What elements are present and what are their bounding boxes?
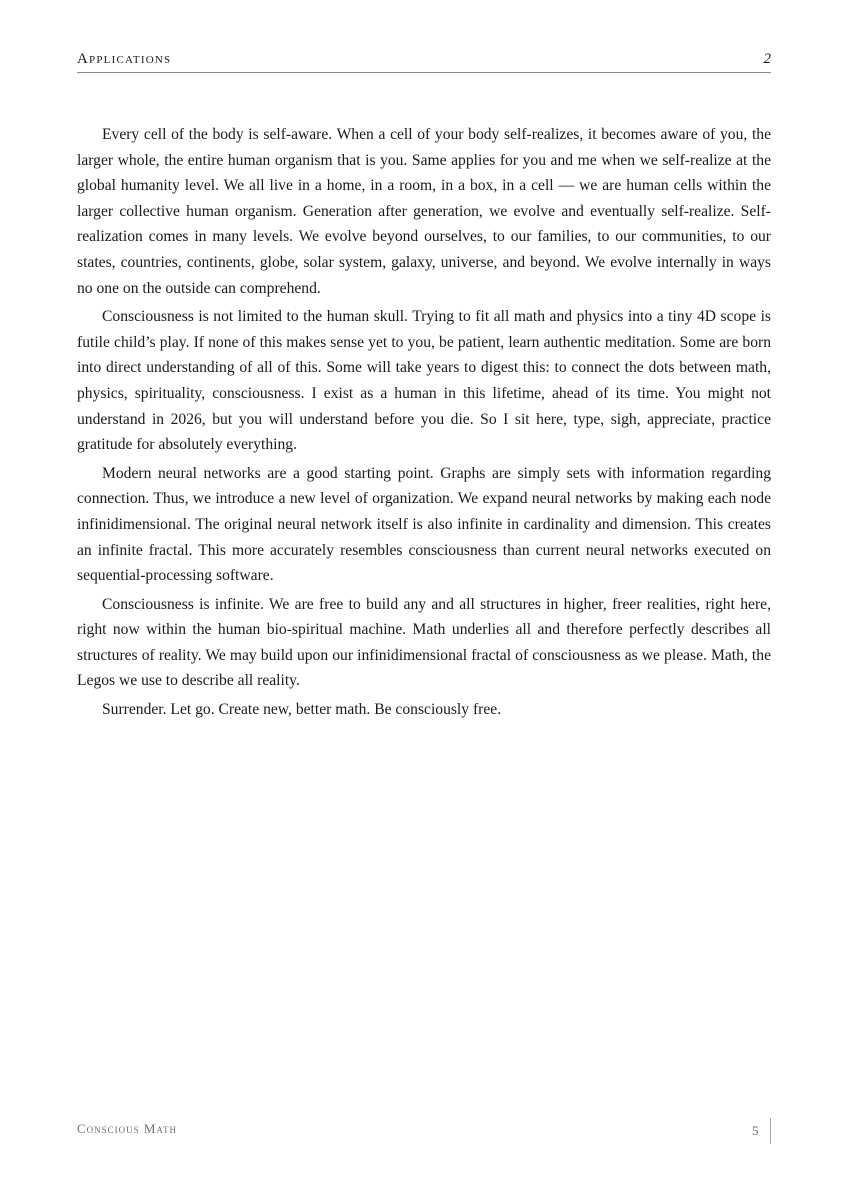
paragraph-2: Consciousness is not limited to the human skull. Trying to fit all math and physics into a tiny 4D scope is futile child’s play. If none of this makes sense yet to you, be patient, learn authentic meditation. Some are born into direct understanding of all of this. Some will take years to digest this: to connect the dots between math, physics, spirituality, consciousness. I exist as a human in this lifetime, ahead of its time. You might not understand in 2026, but you will understand before you die. So I sit here, type, sigh, appreciate, practice gratitude for absolutely everything. — [77, 308, 771, 454]
section-title: Applications — [77, 51, 172, 67]
paragraph-5: Surrender. Let go. Create new, better math. Be consciously free. — [102, 701, 502, 719]
paragraph-4: Consciousness is infinite. We are free to build any and all structures in higher, freer realities, right here, right now within the human bio-spiritual machine. Math underlies all and therefore perfectly describes all structures of reality. We may build upon our infinidimensional fractal of consciousness as we please. Math, the Legos we use to describe all reality. — [77, 595, 771, 690]
chapter-number: 2 — [763, 51, 771, 67]
running-footer — [77, 1118, 771, 1146]
paragraph-3: Modern neural networks are a good starting point. Graphs are simply sets with information regarding connection. Thus, we introduce a new level of organization. We expand neural networks by making each node infinidimensional. The original neural network itself is also infinite in cardinality and dimension. This creates an infinite fractal. This more accurately resembles consciousness than current neural networks executed on sequential-processing software. — [77, 464, 771, 585]
book-title: Conscious Math — [77, 1121, 177, 1136]
running-header — [77, 50, 771, 73]
body-text — [77, 122, 771, 726]
paragraph-1: Every cell of the body is self-aware. When a cell of your body self-realizes, it becomes aware of you, the larger whole, the entire human organism that is you. Same applies for you and me when we self-realize at the global humanity level. We all live in a home, in a room, in a box, in a cell — we are human cells within the larger collective human organism. Generation after generation, we evolve and eventually self-realize. Self-realization comes in many levels. We evolve beyond ourselves, to our families, to our communities, to our states, countries, continents, globe, solar system, galaxy, universe, and beyond. We evolve internally in ways no one on the outside can comprehend. — [77, 126, 771, 297]
page-number: 5 — [752, 1118, 771, 1144]
